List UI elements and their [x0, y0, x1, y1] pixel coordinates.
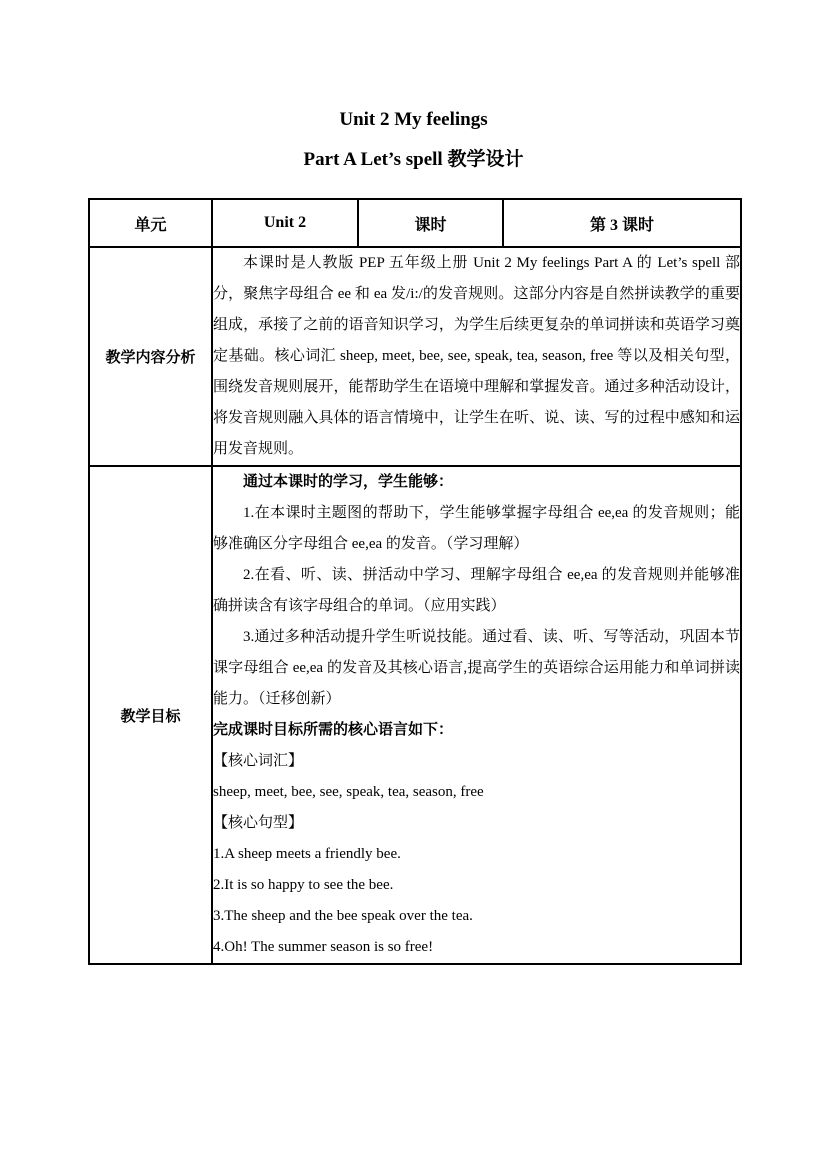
period-value-cell: 第 3 课时 [503, 199, 741, 247]
objectives-row [89, 466, 741, 964]
core-sentence-4: 4.Oh! The summer season is so free! [213, 939, 434, 955]
core-sentence-3: 3.The sheep and the bee speak over the tea. [213, 908, 473, 924]
title-line-1: Unit 2 My feelings [339, 109, 488, 130]
objective-item-3: 3.通过多种活动提升学生听说技能。通过看、读、听、写等活动，巩固本节课字母组合 ee,ea 的发音及其核心语言,提高学生的英语综合运用能力和单词拼读能力。（迁移创新） [213, 629, 740, 707]
objectives-cell [212, 466, 741, 964]
core-sentences-label: 【核心句型】 [213, 815, 304, 831]
lesson-plan-table [88, 198, 742, 965]
objectives-intro: 通过本课时的学习，学生能够： [243, 474, 454, 490]
objective-item-2: 2.在看、听、读、拼活动中学习、理解字母组合 ee,ea 的发音规则并能够准确拼读含有该字母组合的单词。（应用实践） [213, 567, 740, 614]
core-language-intro: 完成课时目标所需的核心语言如下： [213, 722, 454, 738]
period-label-cell: 课时 [358, 199, 503, 247]
unit-value-cell: Unit 2 [212, 199, 358, 247]
content-analysis-text: 本课时是人教版 PEP 五年级上册 Unit 2 My feelings Part A 的 Let’s spell 部分，聚焦字母组合 ee 和 ea 发/i:/的发音规则。这部分内容是自然拼读教学的重要组成，承接了之前的语音知识学习，为学生后续更复杂的单词拼读和英语学习奠定基础。核心词汇 sheep, meet, bee, see, speak, tea, season, free 等以及相关句型，围绕发音规则展开，能帮助学生在语境中理解和掌握发音。通过多种活动设计，将发音规则融入具体的语言情境中，让学生在听、说、读、写的过程中感知和运用发音规则。 [213, 255, 740, 457]
core-vocab-list: sheep, meet, bee, see, speak, tea, season, free [213, 784, 484, 800]
unit-label-cell: 单元 [89, 199, 212, 247]
core-vocab-label: 【核心词汇】 [213, 753, 304, 769]
document-title [0, 0, 827, 180]
content-analysis-label-cell: 教学内容分析 [89, 247, 212, 466]
core-sentence-1: 1.A sheep meets a friendly bee. [213, 846, 401, 862]
content-analysis-row [89, 247, 741, 466]
table-header-row [89, 199, 741, 247]
content-analysis-cell [212, 247, 741, 466]
objectives-label-cell: 教学目标 [89, 466, 212, 964]
objective-item-1: 1.在本课时主题图的帮助下，学生能够掌握字母组合 ee,ea 的发音规则；能够准确区分字母组合 ee,ea 的发音。（学习理解） [213, 505, 740, 552]
title-line-2: Part A Let’s spell 教学设计 [303, 149, 524, 170]
core-sentence-2: 2.It is so happy to see the bee. [213, 877, 394, 893]
